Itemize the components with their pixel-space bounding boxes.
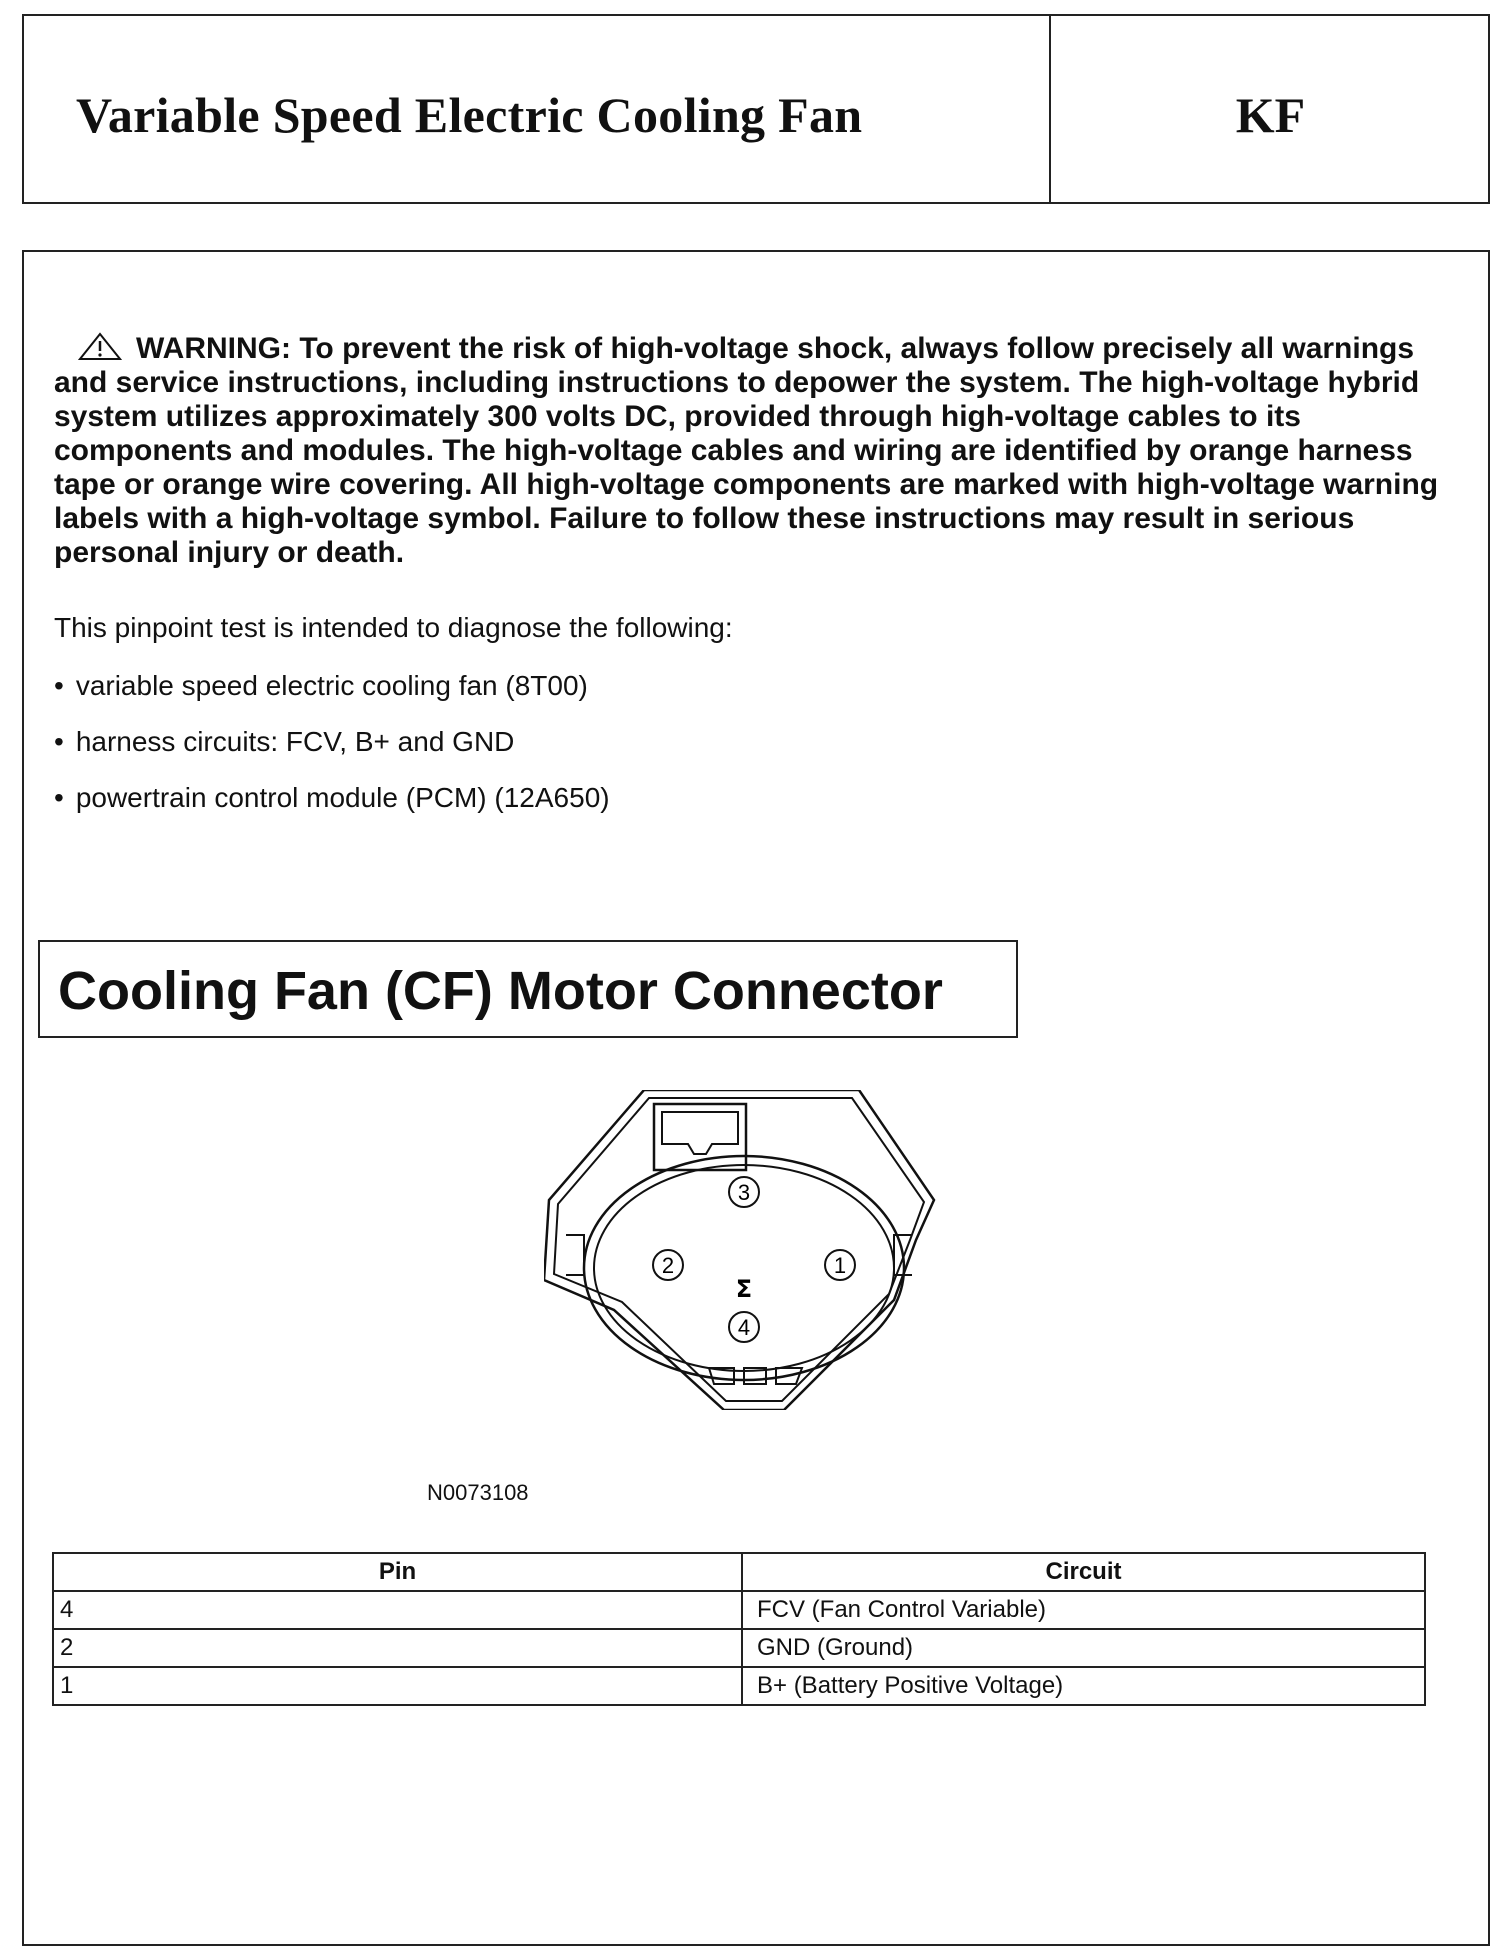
connector-diagram bbox=[544, 1090, 964, 1410]
section-code: KF bbox=[1235, 87, 1306, 143]
locking-tab-latch bbox=[662, 1112, 738, 1154]
warning-text: WARNING: To prevent the risk of high-voltage shock, always follow precisely all warnings and service instructions, including instructions to depower the system. The high-voltage hybrid system utilizes approximately 300 volts DC, provided through high-voltage cables to its components and modules. The high-voltage cables and wiring are identified by orange harness tape or orange wire covering. All high-voltage components are marked with high-voltage warning labels with a high-voltage symbol. Failure to follow these instructions may result in serious personal injury or death. bbox=[54, 332, 1439, 569]
column-header-pin: Pin bbox=[53, 1553, 742, 1591]
pin-cell: 4 bbox=[53, 1591, 742, 1629]
circuit-cell: B+ (Battery Positive Voltage) bbox=[742, 1667, 1425, 1705]
circuit-cell: FCV (Fan Control Variable) bbox=[742, 1591, 1425, 1629]
warning-block bbox=[54, 332, 1474, 570]
pin-1-label: 1 bbox=[833, 1253, 847, 1278]
pin-4 bbox=[729, 1312, 759, 1342]
pin-2-label: 2 bbox=[661, 1253, 675, 1278]
pin-table bbox=[52, 1552, 1426, 1706]
pin-cell: 2 bbox=[53, 1629, 742, 1667]
list-item: • variable speed electric cooling fan (8T00) bbox=[54, 670, 610, 726]
section-title-box bbox=[38, 940, 1018, 1038]
warning-triangle-icon bbox=[78, 332, 122, 362]
diagnose-list bbox=[54, 670, 610, 838]
table-row bbox=[53, 1629, 1425, 1667]
main-content bbox=[22, 250, 1490, 1946]
table-row bbox=[53, 1667, 1425, 1705]
pin-3-label: 3 bbox=[737, 1180, 751, 1205]
header-box bbox=[22, 14, 1490, 204]
circuit-cell: GND (Ground) bbox=[742, 1629, 1425, 1667]
pin-1 bbox=[825, 1250, 855, 1280]
list-item: • harness circuits: FCV, B+ and GND bbox=[54, 726, 610, 782]
pin-cell: 1 bbox=[53, 1667, 742, 1705]
figure-id: N0073108 bbox=[427, 1480, 529, 1505]
table-header-row bbox=[53, 1553, 1425, 1591]
page-title: Variable Speed Electric Cooling Fan bbox=[76, 87, 863, 143]
pin-2 bbox=[653, 1250, 683, 1280]
pin-4-label: 4 bbox=[737, 1315, 751, 1340]
intro-text: This pinpoint test is intended to diagnose the following: bbox=[54, 612, 733, 643]
column-header-circuit: Circuit bbox=[742, 1553, 1425, 1591]
center-mark: Σ bbox=[735, 1275, 753, 1303]
list-item: • powertrain control module (PCM) (12A650) bbox=[54, 782, 610, 838]
left-key bbox=[566, 1235, 584, 1275]
section-title: Cooling Fan (CF) Motor Connector bbox=[58, 961, 943, 1021]
pin-3 bbox=[729, 1177, 759, 1207]
table-row bbox=[53, 1591, 1425, 1629]
